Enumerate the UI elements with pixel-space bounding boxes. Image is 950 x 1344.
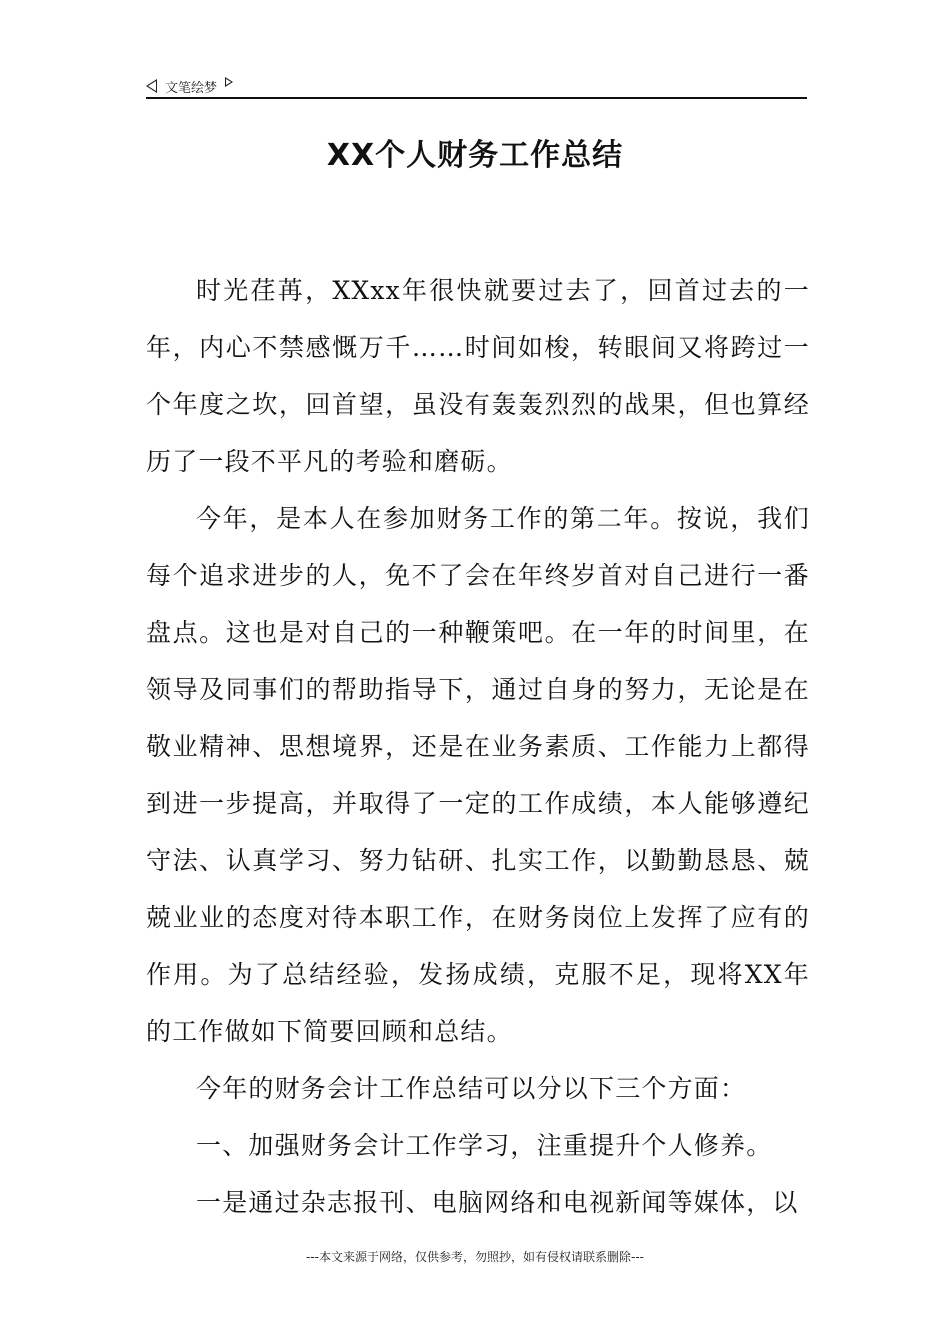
paragraph: 今年，是本人在参加财务工作的第二年。按说，我们每个追求进步的人，免不了会在年终岁首对自己进行一番盘点。这也是对自己的一种鞭策吧。在一年的时间里，在领导及同事们的帮助指导下，通过自身的努力，无论是在敬业精神、思想境界，还是在业务素质、工作能力上都得到进一步提高，并取得了一定的工作成绩，本人能够遵纪守法、认真学习、努力钻研、扎实工作，以勤勤恳恳、兢兢业业的态度对待本职工作，在财务岗位上发挥了应有的作用。为了总结经验，发扬成绩，克服不足，现将XX年的工作做如下简要回顾和总结。: [146, 504, 810, 1046]
triangle-right-icon: [225, 77, 233, 87]
triangle-left-icon: [146, 79, 157, 93]
paragraph: 一、加强财务会计工作学习，注重提升个人修养。: [196, 1131, 773, 1160]
header-label: 文笔绘梦: [165, 80, 218, 96]
header-divider: [146, 97, 807, 99]
page-header: [146, 74, 807, 98]
document-title: XX个人财务工作总结: [326, 138, 624, 173]
paragraph: 今年的财务会计工作总结可以分以下三个方面：: [196, 1074, 747, 1103]
document-body: [146, 262, 810, 1231]
paragraph: 一是通过杂志报刊、电脑网络和电视新闻等媒体，以: [196, 1188, 799, 1217]
footer-notice: ---本文来源于网络，仅供参考，勿照抄，如有侵权请联系删除---: [306, 1250, 644, 1264]
paragraph: 时光荏苒，XXxx年很快就要过去了，回首过去的一年，内心不禁感慨万千……时间如梭，转眼间又将跨过一个年度之坎，回首望，虽没有轰轰烈烈的战果，但也算经历了一段不平凡的考验和磨砺。: [146, 276, 810, 476]
